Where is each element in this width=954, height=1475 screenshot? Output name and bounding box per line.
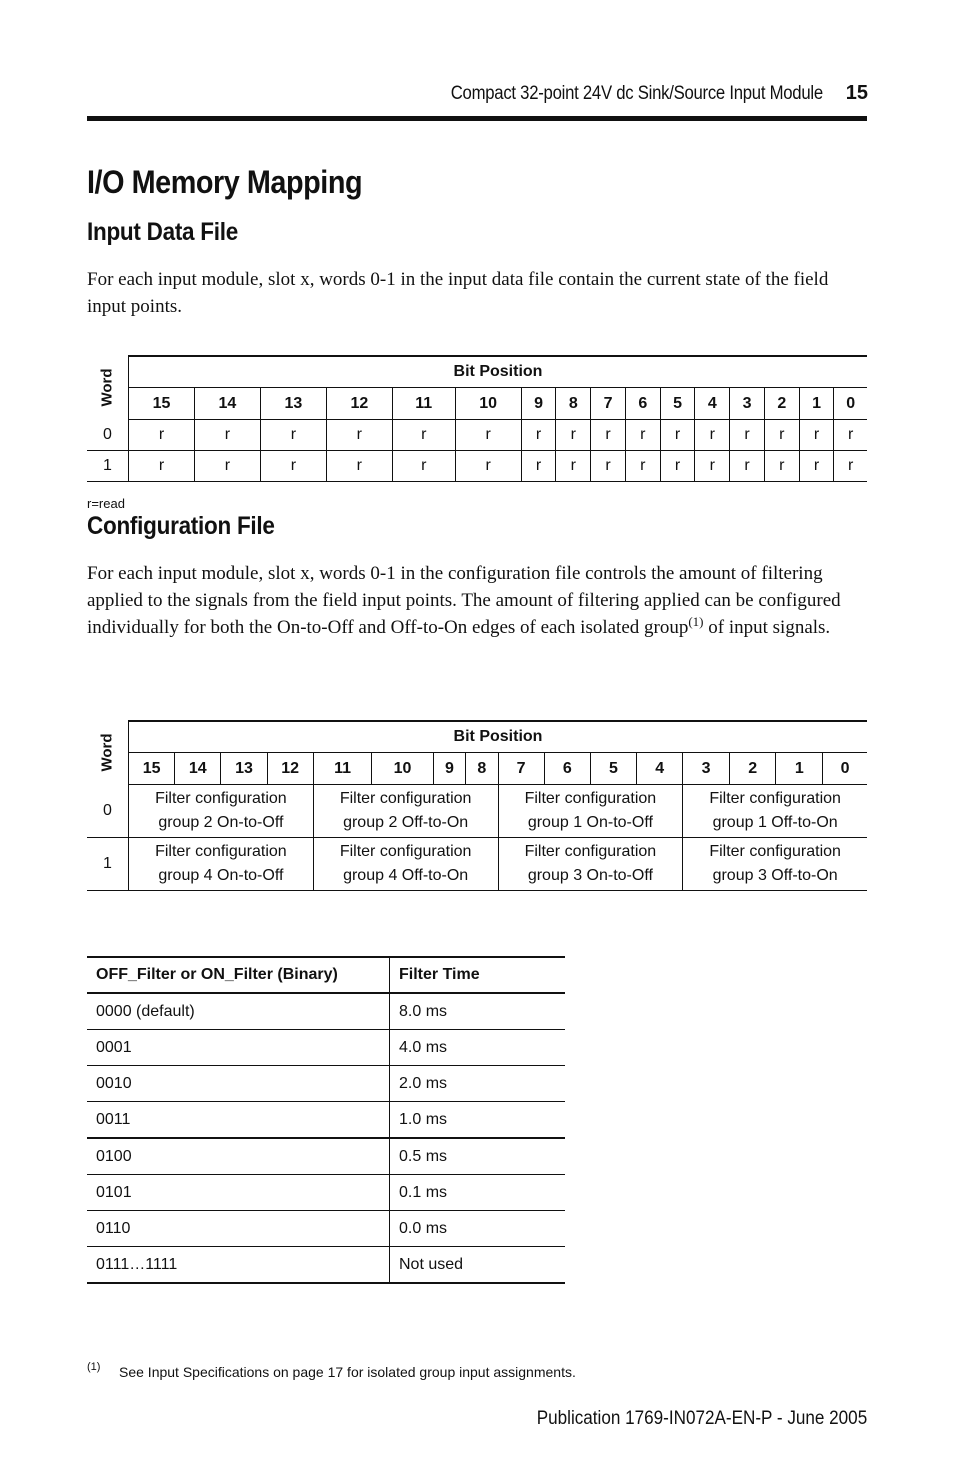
bit-cell: r [591, 451, 626, 482]
cell-line: Filter configuration [155, 843, 287, 860]
bit-cell: r [556, 451, 591, 482]
bit-cell: r [260, 451, 326, 482]
bit-header: 5 [590, 753, 636, 785]
configuration-paragraph [87, 560, 867, 641]
bit-header: 5 [660, 388, 695, 420]
bit-header: 12 [326, 388, 392, 420]
bit-header: 13 [221, 753, 267, 785]
filter-group-cell [129, 785, 314, 838]
cell-line: group 4 On-to-Off [158, 867, 284, 884]
table-row [87, 420, 867, 451]
bit-header: 11 [313, 753, 372, 785]
cell-line: group 2 Off-to-On [343, 814, 469, 831]
footnote-reference: (1) [688, 614, 704, 629]
bit-cell: r [799, 420, 834, 451]
filter-binary-cell: 0101 [87, 1175, 390, 1211]
read-note: r=read [87, 496, 125, 511]
bit-cell: r [764, 420, 799, 451]
filter-group-cell [498, 785, 683, 838]
bit-cell: r [695, 451, 730, 482]
bit-header: 10 [372, 753, 433, 785]
table-row [87, 1030, 565, 1066]
table-row [87, 785, 867, 838]
bit-cell: r [521, 451, 556, 482]
bit-cell: r [799, 451, 834, 482]
bit-cell: r [392, 420, 455, 451]
bit-position-header: Bit Position [129, 721, 868, 753]
bit-header: 15 [129, 388, 195, 420]
cell-line: Filter configuration [709, 790, 841, 807]
bit-cell: r [556, 420, 591, 451]
filter-binary-cell: 0000 (default) [87, 993, 390, 1030]
input-data-heading: Input Data File [87, 218, 238, 246]
bit-header: 1 [776, 753, 823, 785]
bit-header: 12 [267, 753, 313, 785]
bit-header: 11 [392, 388, 455, 420]
bit-header: 15 [129, 753, 175, 785]
table-row [87, 1247, 565, 1284]
filter-binary-cell: 0100 [87, 1138, 390, 1175]
bit-cell: r [730, 420, 765, 451]
bit-cell: r [194, 451, 260, 482]
bit-cell: r [764, 451, 799, 482]
word-number: 1 [87, 838, 129, 891]
filter-binary-cell: 0010 [87, 1066, 390, 1102]
bit-cell: r [260, 420, 326, 451]
bit-cell: r [129, 420, 195, 451]
filter-group-cell [498, 838, 683, 891]
publication-footer: Publication 1769-IN072A-EN-P - June 2005 [536, 1408, 867, 1429]
table-row [87, 1138, 565, 1175]
filter-group-cell [313, 785, 498, 838]
filter-time-cell: 0.5 ms [390, 1138, 566, 1175]
bit-cell: r [695, 420, 730, 451]
bit-cell: r [834, 420, 867, 451]
footnote-mark: (1) [87, 1361, 101, 1373]
word-label: Word [99, 368, 116, 407]
bit-header: 4 [637, 753, 683, 785]
bit-cell: r [326, 451, 392, 482]
cell-line: group 3 On-to-Off [527, 867, 653, 884]
filter-binary-cell: 0001 [87, 1030, 390, 1066]
bit-header: 4 [695, 388, 730, 420]
word-number: 0 [87, 785, 129, 838]
section-title: I/O Memory Mapping [87, 164, 363, 200]
bit-position-header: Bit Position [129, 356, 868, 388]
bit-header: 6 [544, 753, 590, 785]
filter-time-cell: Not used [399, 1255, 464, 1273]
filter-time-cell: 4.0 ms [390, 1030, 566, 1066]
word-label: Word [99, 733, 116, 772]
filter-time-cell: 8.0 ms [390, 993, 566, 1030]
word-number: 0 [87, 420, 129, 451]
bit-cell: r [660, 451, 695, 482]
filter-group-cell [683, 838, 867, 891]
bit-cell: r [521, 420, 556, 451]
bit-header: 3 [683, 753, 730, 785]
cell-line: group 1 On-to-Off [527, 814, 653, 831]
bit-header: 2 [764, 388, 799, 420]
bit-header: 6 [625, 388, 660, 420]
filter-group-cell [313, 838, 498, 891]
bit-header: 7 [498, 753, 544, 785]
bit-cell: r [834, 451, 867, 482]
bit-cell: r [660, 420, 695, 451]
cell-line: Filter configuration [524, 843, 657, 860]
bit-header: 10 [455, 388, 521, 420]
bit-header: 2 [729, 753, 776, 785]
running-header-title: Compact 32-point 24V dc Sink/Source Input Module [450, 83, 823, 104]
page-number: 15 [845, 82, 868, 104]
bit-header: 0 [823, 753, 867, 785]
configuration-paragraph-text-end: of input signals. [703, 617, 831, 638]
filter-binary-cell: 0110 [87, 1211, 390, 1247]
header-rule [87, 116, 867, 121]
bit-header: 8 [556, 388, 591, 420]
table-row [87, 1066, 565, 1102]
input-data-table [87, 355, 867, 482]
bit-header: 7 [591, 388, 626, 420]
bit-header: 3 [730, 388, 765, 420]
cell-line: group 4 Off-to-On [343, 867, 469, 884]
bit-cell: r [625, 420, 660, 451]
configuration-paragraph-text: For each input module, slot x, words 0-1 in the configuration file controls the amount of filtering applied to the signals from the field input points. The amount of filtering applied can be configured individually for both the On-to-Off and Off-to-On edges of each isolated group [87, 563, 841, 638]
table-row [87, 1102, 565, 1139]
bit-cell: r [591, 420, 626, 451]
word-header [87, 721, 129, 785]
configuration-table [87, 720, 867, 891]
cell-line: Filter configuration [709, 843, 841, 860]
filter-time-cell: 0.0 ms [390, 1211, 566, 1247]
cell-line: Filter configuration [339, 790, 472, 807]
bit-cell: r [194, 420, 260, 451]
configuration-heading: Configuration File [87, 512, 275, 540]
table-row [87, 838, 867, 891]
table-row [87, 1175, 565, 1211]
word-header [87, 356, 129, 420]
filter-binary-cell: 0011 [87, 1102, 390, 1139]
bit-cell: r [129, 451, 195, 482]
table-row [87, 1211, 565, 1247]
bit-header: 9 [521, 388, 556, 420]
bit-cell: r [455, 420, 521, 451]
bit-header: 0 [834, 388, 867, 420]
cell-line: Filter configuration [524, 790, 657, 807]
bit-header: 8 [466, 753, 498, 785]
cell-line: group 3 Off-to-On [712, 867, 838, 884]
word-number: 1 [87, 451, 129, 482]
filter-binary-header: OFF_Filter or ON_Filter (Binary) [87, 957, 390, 993]
bit-header: 13 [260, 388, 326, 420]
table-row [87, 451, 867, 482]
bit-header: 9 [433, 753, 465, 785]
bit-cell: r [326, 420, 392, 451]
cell-line: group 1 Off-to-On [712, 814, 838, 831]
bit-header: 1 [799, 388, 834, 420]
filter-binary-cell: 0111…1111 [87, 1247, 390, 1284]
bit-cell: r [455, 451, 521, 482]
table-row [87, 993, 565, 1030]
bit-header: 14 [175, 753, 221, 785]
bit-cell: r [730, 451, 765, 482]
filter-time-table [87, 956, 565, 1284]
filter-group-cell [129, 838, 314, 891]
filter-time-header: Filter Time [390, 957, 566, 993]
bit-cell: r [625, 451, 660, 482]
cell-line: Filter configuration [339, 843, 472, 860]
filter-time-cell: 0.1 ms [390, 1175, 566, 1211]
filter-time-cell: 2.0 ms [390, 1066, 566, 1102]
cell-line: group 2 On-to-Off [158, 814, 284, 831]
filter-group-cell [683, 785, 867, 838]
bit-header: 14 [194, 388, 260, 420]
cell-line: Filter configuration [155, 790, 287, 807]
bit-cell: r [392, 451, 455, 482]
filter-time-cell: 1.0 ms [390, 1102, 566, 1139]
footnote-text: See Input Specifications on page 17 for isolated group input assignments. [119, 1364, 576, 1380]
input-data-paragraph: For each input module, slot x, words 0-1 in the input data file contain the current state of the field input points. [87, 269, 829, 317]
